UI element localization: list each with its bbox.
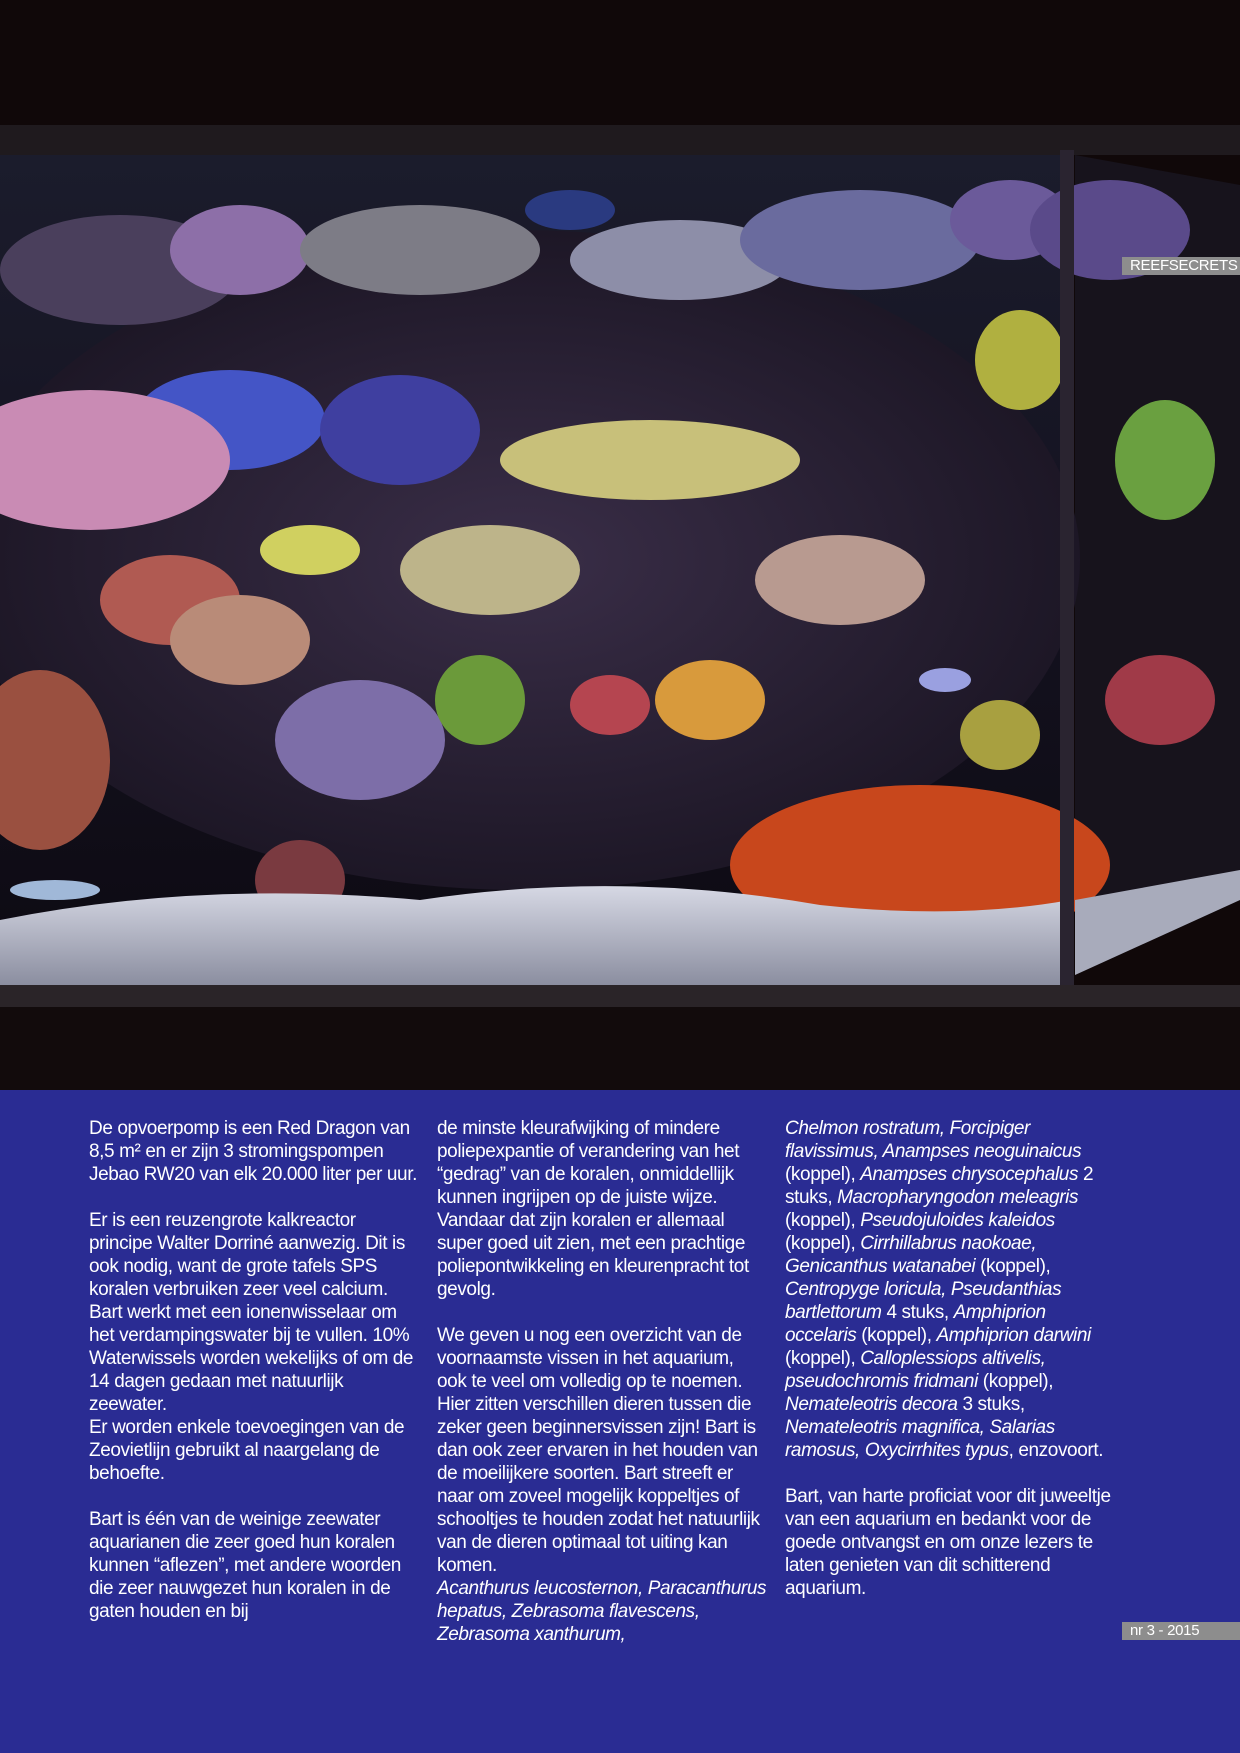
paragraph: De opvoerpomp is een Red Dragon van 8,5 m² en er zijn 3 stromingspompen Jebao RW20 van elk 20.000 liter per uur. [89, 1118, 417, 1185]
species-note: (koppel), [785, 1164, 861, 1185]
species-note: 2 stuks, [785, 1164, 1094, 1208]
species-names: Macropharyngodon meleagris [837, 1187, 1079, 1208]
species-names: Anampses chrysocephalus [860, 1164, 1079, 1185]
species-names: Centropyge loricula, Pseudanthias bartlettorum [785, 1279, 1062, 1323]
species-names: Cirrhillabrus naokoae, Genicanthus watanabei [785, 1233, 1037, 1277]
species-note: (koppel), [785, 1210, 861, 1231]
text-column-2 [437, 1117, 767, 1669]
species-names: Calloplessiops altivelis, pseudochromis fridmani [785, 1348, 1046, 1392]
species-note: , enzovoort. [1008, 1440, 1104, 1461]
species-note: (koppel), [975, 1256, 1051, 1277]
paragraph: We geven u nog een overzicht van de voornaamste vissen in het aquarium, ook te veel om volledig op te noemen. Hier zitten verschillen dieren tussen die zeker geen beginnersvissen zijn! Bart is dan ook zeer ervaren in het houden van de moeilijkere soorten. Bart streeft er naar om zoveel mogelijk koppeltjes of schooltjes te houden zodat het natuurlijk van de dieren optimaal tot uiting kan komen. [437, 1325, 760, 1576]
species-names: Chelmon rostratum, Forcipiger flavissimus, Anampses neoguinaicus [785, 1118, 1082, 1162]
species-note: (koppel), [785, 1348, 861, 1369]
species-names: Amphiprion occelaris [785, 1302, 1046, 1346]
species-names: Nemateleotris decora [785, 1394, 958, 1415]
species-note: (koppel), [856, 1325, 937, 1346]
species-note: 3 stuks, [957, 1394, 1025, 1415]
species-names: Nemateleotris magnifica, Salarias ramosus, Oxycirrhites typus [785, 1417, 1055, 1461]
species-list: Acanthurus leucosternon, Paracanthurus hepatus, Zebrasoma flavescens, Zebrasoma xanthurum, [437, 1578, 767, 1645]
species-note: 4 stuks, [881, 1302, 954, 1323]
species-note: (koppel), [785, 1233, 861, 1254]
issue-label: nr 3 - 2015 [1122, 1622, 1240, 1640]
species-names: Amphiprion darwini [936, 1325, 1091, 1346]
text-column-3 [785, 1117, 1115, 1623]
text-column-1 [89, 1117, 419, 1646]
paragraph: Bart, van harte proficiat voor dit juweeltje van een aquarium en bedankt voor de goede ontvangst en om onze lezers te laten genieten van dit schitterend aquarium. [785, 1486, 1111, 1599]
section-label: REEFSECRETS [1122, 257, 1240, 275]
paragraph: Er worden enkele toevoegingen van de Zeovietlijn gebruikt al naargelang de behoefte. [89, 1417, 405, 1484]
species-paragraph [785, 1117, 1115, 1462]
paragraph: Er is een reuzengrote kalkreactor principe Walter Dorriné aanwezig. Dit is ook nodig, want de grote tafels SPS koralen verbruiken zeer veel calcium. Bart werkt met een ionenwisselaar om het verdampingswater bij te vullen. 10% Waterwissels worden wekelijks of om de 14 dagen gedaan met natuurlijk zeewater. [89, 1210, 414, 1415]
species-note: (koppel), [977, 1371, 1054, 1392]
paragraph: de minste kleurafwijking of mindere poliepexpantie of verandering van het “gedrag” van de koralen, onmiddellijk kunnen ingrijpen op de juiste wijze. Vandaar dat zijn koralen er allemaal super goed uit zien, met een prachtige poliepontwikkeling en kleurenpracht tot gevolg. [437, 1118, 749, 1300]
species-names: Pseudojuloides kaleidos [860, 1210, 1055, 1231]
paragraph: Bart is één van de weinige zeewater aquarianen die zeer goed hun koralen kunnen “aflezen”, met andere woorden die zeer nauwgezet hun koralen in de gaten houden en bij [89, 1509, 401, 1622]
article-body [89, 1117, 1119, 1645]
